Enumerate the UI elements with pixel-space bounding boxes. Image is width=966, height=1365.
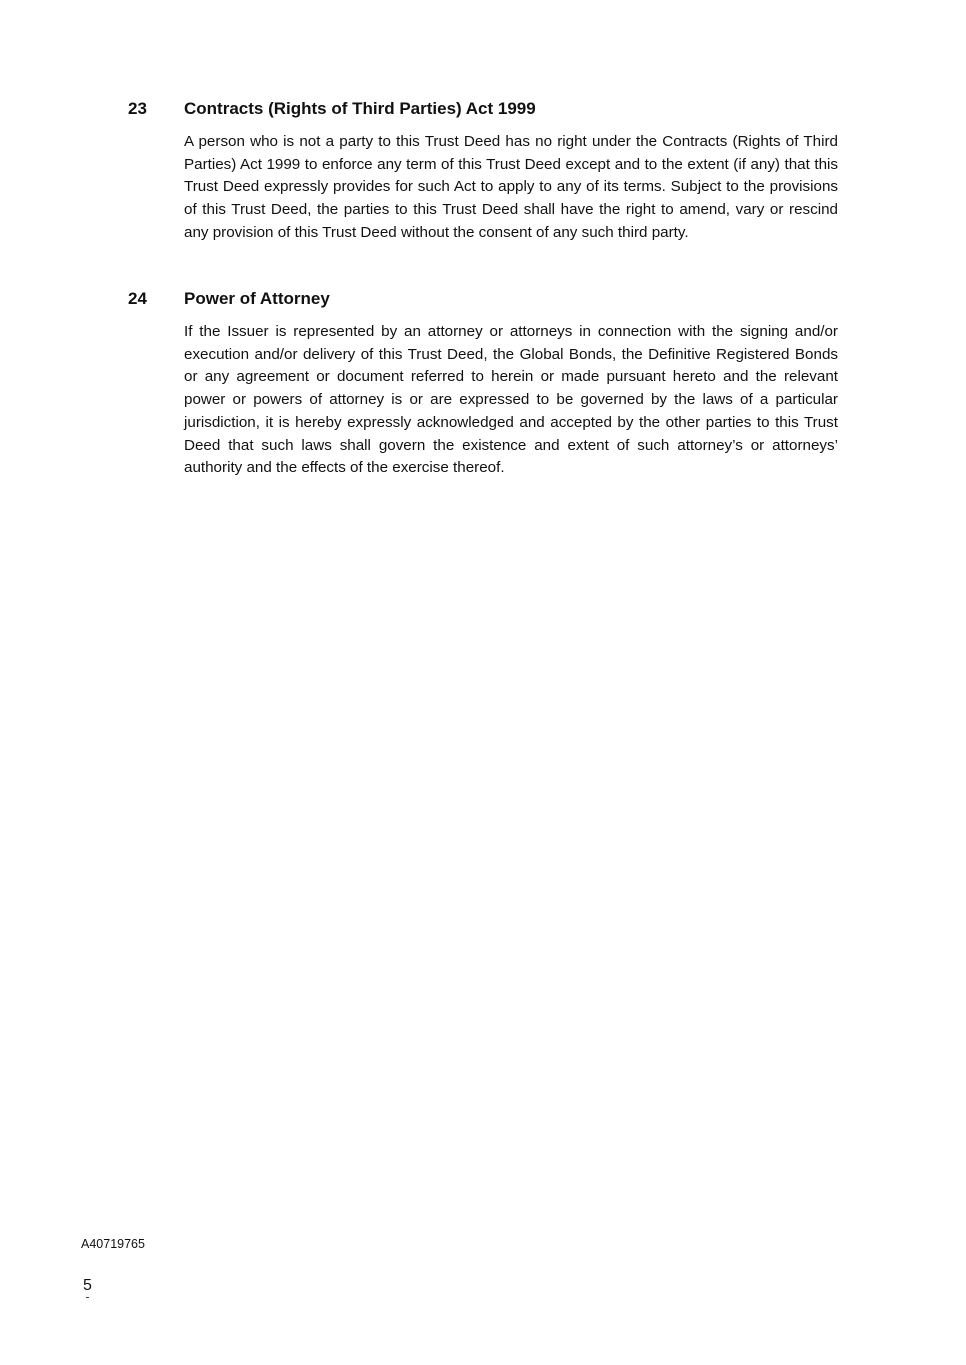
- clause-number: 24: [128, 289, 147, 308]
- clause-title: Power of Attorney: [184, 289, 330, 308]
- clause-body: A person who is not a party to this Trust Deed has no right under the Contracts (Rights of Third Parties) Act 1999 to enforce any term of this Trust Deed except and to the extent (if any) that this Trust Deed expressly provides for such Act to apply to any of its terms. Subject to the provisions of this Trust Deed, the parties to this Trust Deed shall have the right to amend, vary or rescind any provision of this Trust Deed without the consent of any such third party.: [184, 133, 838, 241]
- document-reference: A40719765: [81, 1237, 145, 1251]
- clause-24: [128, 289, 838, 480]
- clause-23: [128, 99, 838, 245]
- clause-title: Contracts (Rights of Third Parties) Act 1999: [184, 99, 536, 118]
- clause-body: If the Issuer is represented by an attorney or attorneys in connection with the signing and/​or execution and/or delivery of this Trust Deed, the Global Bonds, the Definitive Registered Bonds or any agreement or document referred to herein or made pursuant hereto and the relevant power or powers of attorney is or are expressed to be governed by the laws of a particular jurisdiction, it is hereby expressly acknowledged and accepted by the other parties to this Trust Deed that such laws shall govern the existence and extent of such attorney’s or attorneys’ authority and the effects of the exercise thereof.: [184, 323, 838, 477]
- clause-heading: [128, 289, 838, 315]
- clause-heading: [128, 99, 838, 125]
- footer-mark: [86, 1297, 89, 1301]
- page-number: 5: [83, 1277, 92, 1294]
- clause-number: 23: [128, 99, 147, 118]
